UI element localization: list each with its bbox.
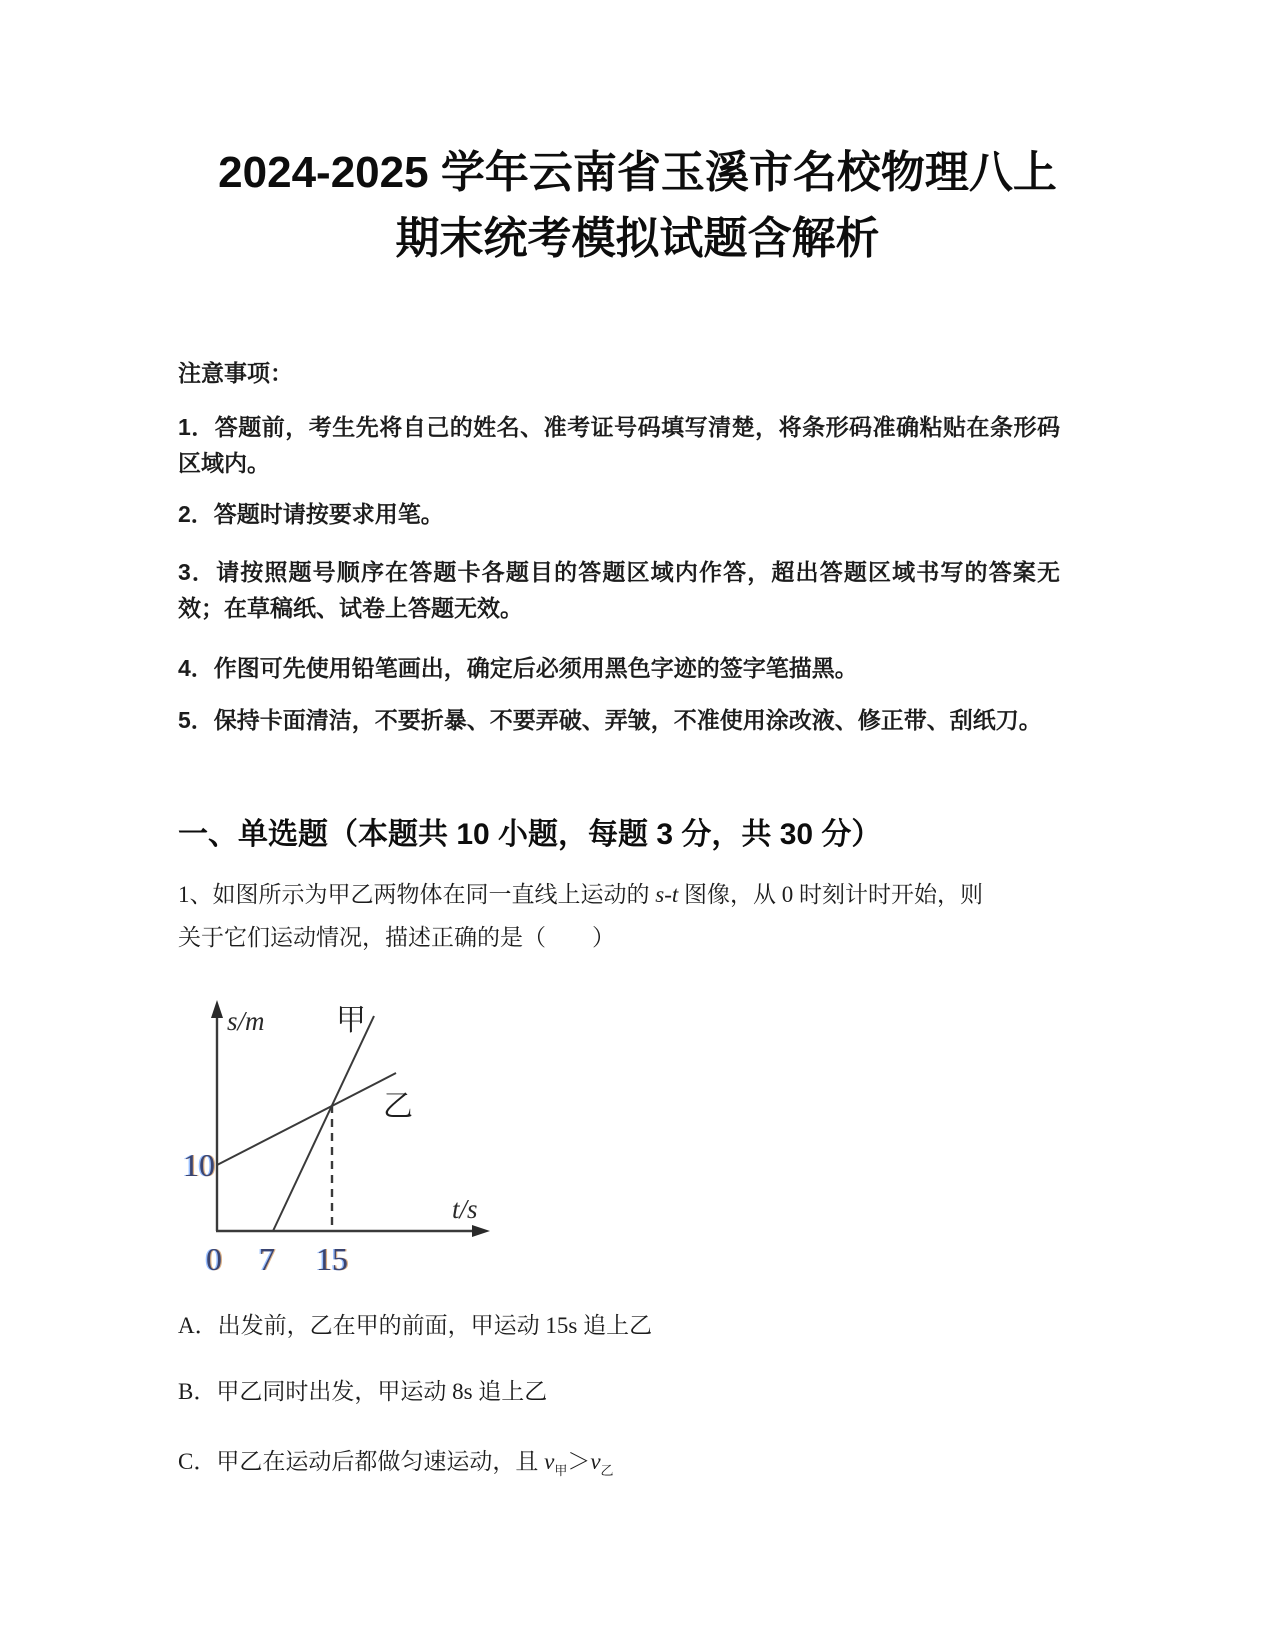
x-axis-arrow-icon	[472, 1225, 490, 1237]
x-axis-label: t/s	[452, 1194, 478, 1224]
notice-heading: 注意事项：	[178, 360, 293, 386]
question-number: 1、	[178, 882, 213, 907]
s-t-symbol: s-t	[655, 882, 679, 907]
question-text: 如图所示为甲乙两物体在同一直线上运动的	[212, 882, 656, 907]
y-tick-10: 10	[183, 1147, 215, 1183]
option-text: 甲乙在运动后都做匀速运动，且	[216, 1449, 545, 1474]
x-tick-15: 15	[316, 1241, 348, 1277]
option-label: A．	[178, 1313, 218, 1338]
question-1-line-2: 关于它们运动情况，描述正确的是（ ）	[178, 925, 615, 950]
y-axis-label: s/m	[227, 1006, 265, 1036]
option-label: C．	[178, 1449, 217, 1474]
section-heading: 一、单选题（本题共 10 小题，每题 3 分，共 30 分）	[178, 818, 882, 851]
option-text: 甲乙同时出发，甲运动 8s 追上乙	[216, 1379, 548, 1404]
notice-item: 3．请按照题号顺序在答题卡各题目的答题区域内作答，超出答题区域书写的答案无效；在草稿纸、试卷上答题无效。	[178, 559, 1060, 621]
line-jia	[273, 1016, 374, 1231]
page-title-line-1: 2024-2025 学年云南省玉溪市名校物理八上	[218, 148, 1057, 197]
line-jia-label: 甲	[336, 1004, 366, 1037]
notice-item: 1．答题前，考生先将自己的姓名、准考证号码填写清楚，将条形码准确粘贴在条形码区域内。	[178, 414, 1060, 476]
option-text: 出发前，乙在甲的前面，甲运动 15s 追上乙	[217, 1313, 653, 1338]
page-title	[0, 140, 1275, 272]
question-1-line-1	[178, 877, 983, 913]
line-yi-label: 乙	[383, 1090, 413, 1123]
x-tick-0: 0	[206, 1241, 222, 1277]
option-b	[178, 1374, 547, 1410]
option-label: B．	[178, 1379, 217, 1404]
line-yi	[217, 1073, 396, 1165]
y-axis-arrow-icon	[211, 1000, 223, 1018]
v-jia-symbol: $v_甲$	[544, 1449, 568, 1478]
greater-than-symbol: ＞	[567, 1449, 591, 1474]
notice-item: 5．保持卡面清洁，不要折暴、不要弄破、弄皱，不准使用涂改液、修正带、刮纸刀。	[178, 707, 1042, 733]
position-time-graph	[180, 988, 510, 1283]
x-tick-7: 7	[259, 1241, 275, 1277]
page-title-line-2: 期末统考模拟试题含解析	[395, 214, 880, 263]
notice-item: 4．作图可先使用铅笔画出，确定后必须用黑色字迹的签字笔描黑。	[178, 655, 858, 681]
question-text: 图像，从 0 时刻计时开始，则	[678, 882, 983, 907]
v-yi-symbol: $v_乙$	[590, 1449, 614, 1478]
option-a	[178, 1308, 652, 1344]
notice-item: 2．答题时请按要求用笔。	[178, 501, 444, 527]
option-c	[178, 1444, 614, 1489]
